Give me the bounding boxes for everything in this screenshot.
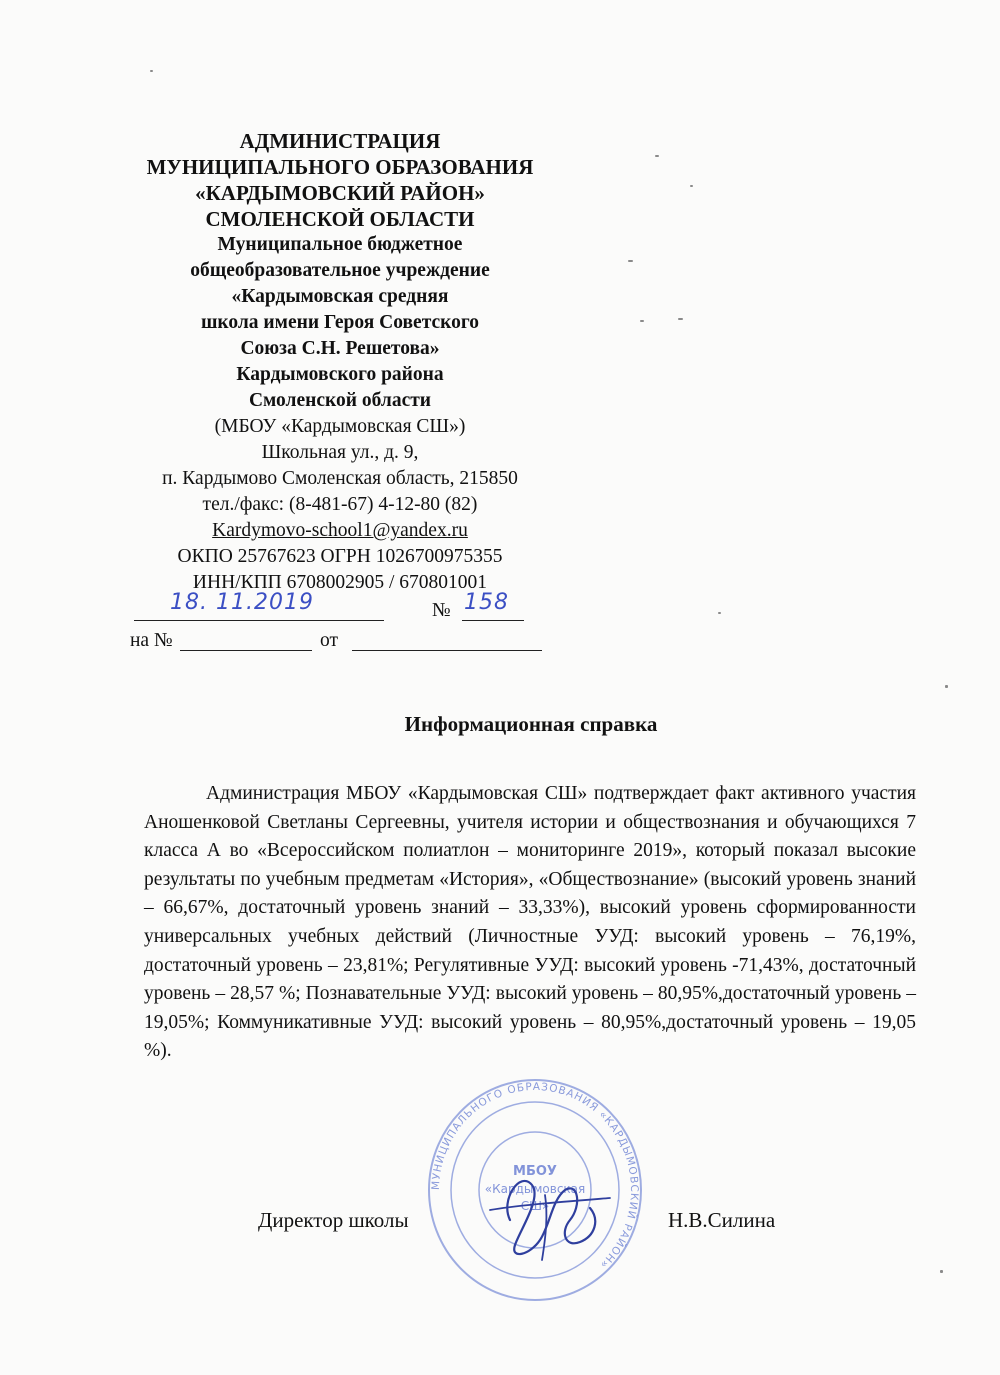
school-line: Смоленской области — [248, 390, 432, 411]
school-line: Кардымовского района — [236, 364, 444, 385]
admin-line: «КАРДЫМОВСКИЙ РАЙОН» — [195, 181, 485, 205]
reply-registration — [120, 630, 560, 658]
okpo-ogrn: ОКПО 25767623 ОГРН 1026700975355 — [177, 546, 503, 567]
document-title: Информационная справка — [404, 712, 658, 736]
scan-speck — [655, 155, 659, 157]
inn-kpp: ИНН/КПП 6708002905 / 670801001 — [192, 572, 488, 593]
document-body — [144, 780, 916, 1066]
svg-text:МБОУ: МБОУ — [513, 1164, 557, 1179]
svg-text:«Кардымовская: «Кардымовская — [484, 1182, 586, 1196]
letterhead — [120, 128, 560, 596]
email-link[interactable]: Kardymovo-school1@yandex.ru — [212, 520, 468, 541]
school-line: Союза С.Н. Решетова» — [240, 338, 440, 359]
reply-date-blank — [352, 630, 542, 651]
number-sign: № — [432, 600, 451, 621]
admin-line: СМОЛЕНСКОЙ ОБЛАСТИ — [205, 207, 475, 231]
school-abbreviation: (МБОУ «Кардымовская СШ») — [214, 416, 466, 437]
scan-speck — [150, 70, 153, 72]
school-line: Муниципальное бюджетное — [217, 234, 463, 255]
svg-text:СШ»: СШ» — [520, 1199, 550, 1213]
svg-text:МУНИЦИПАЛЬНОГО ОБРАЗОВАНИЯ «КА: МУНИЦИПАЛЬНОГО ОБРАЗОВАНИЯ «КАРДЫМОВСКИЙ РАЙОН» — [429, 1080, 641, 1272]
scan-speck — [690, 185, 693, 187]
address-street: Школьная ул., д. 9, — [261, 442, 419, 463]
outgoing-registration — [120, 590, 560, 628]
director-title: Директор школы — [258, 1208, 409, 1232]
director-name: Н.В.Силина — [668, 1208, 776, 1232]
reply-number-blank — [180, 630, 312, 651]
admin-line: МУНИЦИПАЛЬНОГО ОБРАЗОВАНИЯ — [146, 155, 534, 179]
school-line: школа имени Героя Советского — [200, 312, 480, 333]
school-line: «Кардымовская средняя — [231, 286, 449, 307]
scan-speck — [945, 685, 948, 688]
reply-from-label: от — [320, 630, 339, 651]
admin-line: АДМИНИСТРАЦИЯ — [239, 129, 441, 153]
scan-speck — [678, 318, 683, 320]
phone-fax: тел./факс: (8-481-67) 4-12-80 (82) — [202, 494, 478, 515]
scan-speck — [640, 320, 644, 322]
reply-number-label: на № — [130, 630, 173, 651]
scan-speck — [940, 1270, 943, 1273]
scan-speck — [628, 260, 633, 262]
body-paragraph: Администрация МБОУ «Кардымовская СШ» подтверждает факт активного участия Аношенковой Светланы Сергеевны, учителя истории и обществознания и обучающихся 7 класса А во «Всероссийском полиатлон – мониторинге 2019», который показал высокие результаты по учебным предметам «История», «Обществознание» (высокий уровень знаний – 66,67%, достаточный уровень знаний – 33,33%), высокий уровень сформированности универсальных учебных действий (Личностные УУД: высокий уровень – 76,19%, достаточный уровень – 23,81%; Регулятивные УУД: высокий уровень -71,43%, достаточный уровень – 28,57 %; Познавательные УУД: высокий уровень – 80,95%,достаточный уровень – 19,05%; Коммуникативные УУД: высокий уровень – 80,95%,достаточный уровень – 19,05 %). — [144, 783, 916, 1062]
handwritten-date: 18. 11.2019 — [170, 590, 314, 615]
handwritten-signature — [470, 1160, 620, 1270]
address-city: п. Кардымово Смоленская область, 215850 — [162, 468, 518, 489]
scan-speck — [718, 612, 721, 614]
handwritten-number: 158 — [464, 590, 509, 615]
school-line: общеобразовательное учреждение — [190, 260, 490, 281]
